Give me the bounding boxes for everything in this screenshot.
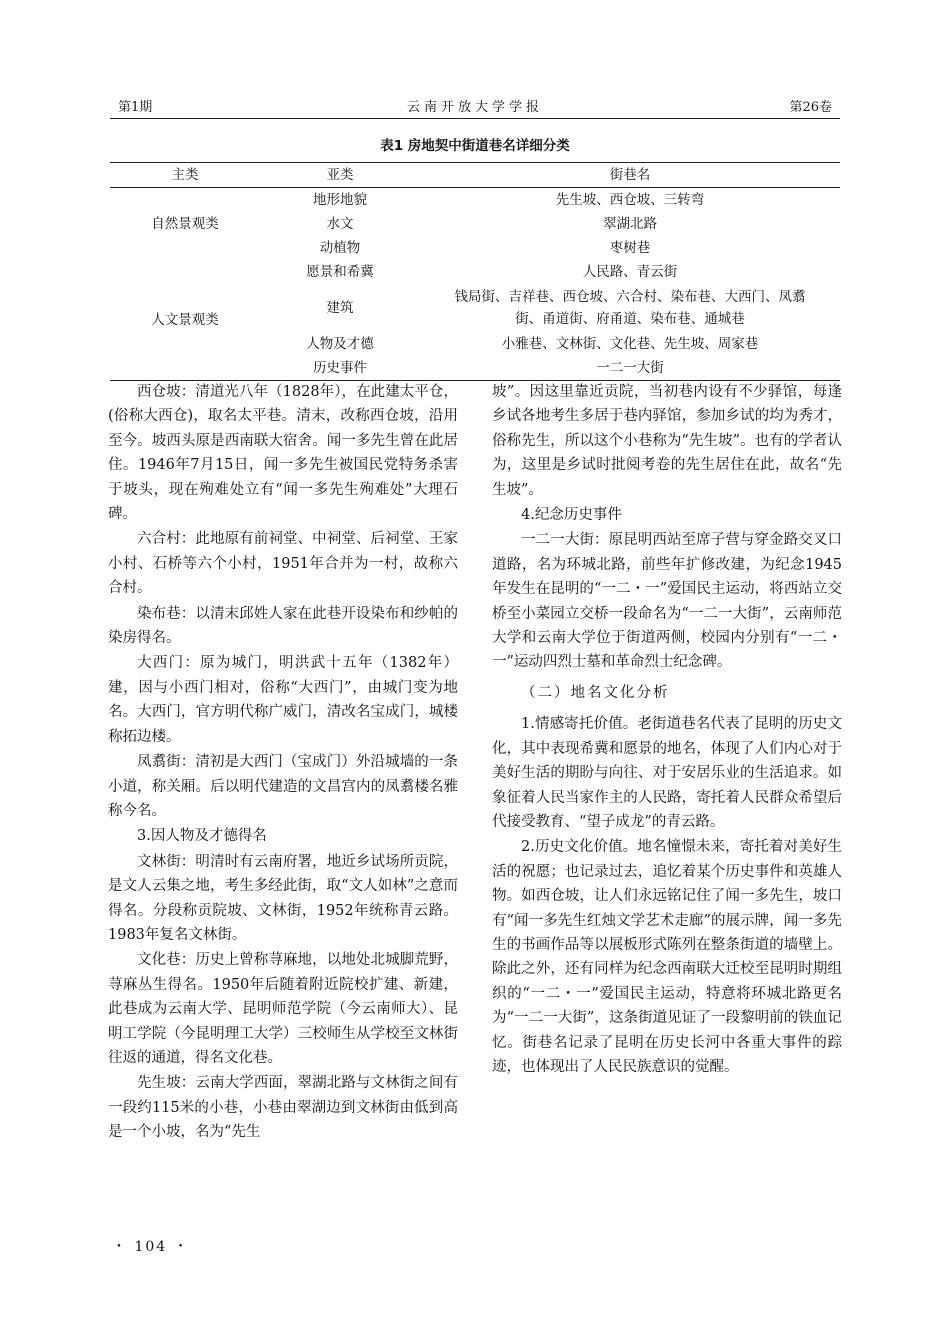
table-caption: 表1 房地契中街道巷名详细分类 xyxy=(380,138,570,154)
subcategory: 历史事件 xyxy=(313,360,367,376)
header-issue: 第1期 xyxy=(118,100,153,115)
paragraph-continuation: 坡”。因这里靠近贡院，当初巷内设有不少驿馆，每逢乡试各地考生多居于巷内驿馆，参加乡试的均为秀才，俗称先生，所以这个小巷称为“先生坡”。也有的学者认为，这里是乡试时批阅考卷的先生居住在此，故名“先生坡”。 xyxy=(492,384,842,498)
paragraph-xicangpo: 西仓坡：清道光八年（1828年），在此建太平仓，(俗称大西仓)，取名太平巷。清末，改称西仓坡，沿用至今。坡西头原是西南联大宿舍。闻一多先生曾在此居住。1946年7月15日，闻一多先生被国民党特务杀害于坡头，现在殉难处立有“闻一多先生殉难处”大理石碑。 xyxy=(108,384,458,523)
col-header-main: 主类 xyxy=(110,163,260,188)
main-category-cultural: 人文景观类 xyxy=(151,312,219,328)
paragraph-yieryi: 一二一大街：原昆明西站至席子营与穿金路交叉口道路，名为环城北路，前些年扩修改建，为纪念1945年发生在昆明的“一二・一”爱国民主运动，将西站立交桥至小菜园立交桥一段命名为“一二一大街”，云南师范大学和云南大学位于街道两侧，校园内分别有“一二・一”运动四烈士墓和革命烈士纪念碑。 xyxy=(492,532,842,671)
street-names: 枣树巷 xyxy=(609,240,651,256)
left-text-column xyxy=(108,380,458,1146)
paragraph-daximen: 大西门：原为城门，明洪武十五年（1382年）建，因与小西门相对，俗称“大西门”，由城门变为地名。大西门，官方明代称广威门，清改名宝成门，城楼称拓边楼。 xyxy=(108,655,458,745)
header-volume: 第26卷 xyxy=(789,100,832,115)
subcategory: 建筑 xyxy=(326,300,354,316)
street-names: 人民路、青云街 xyxy=(582,264,678,280)
paragraph-fengzhujie: 凤翥街：清初是大西门（宝成门）外沿城墙的一条小道，称关厢。后以明代建造的文昌宫内的凤翥楼名雅称今名。 xyxy=(108,754,458,819)
header-rule xyxy=(110,118,840,119)
paragraph-emotional-value: 1.情感寄托价值。老街道巷名代表了昆明的历史文化，其中表现希冀和愿景的地名，体现了人们内心对于美好生活的期盼与向往、对于安居乐业的生活追求。如象征着人民当家作主的人民路，寄托着人民群众希望后代接受教育、“望子成龙”的青云路。 xyxy=(492,716,842,830)
paragraph-xianshengpo: 先生坡：云南大学西面，翠湖北路与文林街之间有一段约115米的小巷，小巷由翠湖边到文林街由低到高是一个小坡，名为“先生 xyxy=(108,1075,458,1141)
table-header-row xyxy=(110,163,840,188)
paragraph-historical-value: 2.历史文化价值。地名憧憬未来，寄托着对美好生活的祝愿；也记录过去，追忆着某个历史事件和英雄人物。如西仓坡，让人们永远铭记住了闻一多先生，坡口有“闻一多先生红烛文学艺术走廊”的展示牌，闻一多先生的书画作品等以展板形式陈列在整条街道的墙壁上。除此之外，还有同样为纪念西南联大迁校至昆明时期组织的“一二・一”爱国民主运动，特意将环城北路更名为“一二一大街”，这条街道见证了一段黎明前的铁血记忆。街巷名记录了昆明在历史长河中各重大事件的踪迹，也体现出了人民民族意识的觉醒。 xyxy=(492,839,842,1075)
subcategory: 愿景和希冀 xyxy=(306,264,374,280)
paragraph-liuhecun: 六合村：此地原有前祠堂、中祠堂、后祠堂、王家小村、石桥等六个小村，1951年合并为一村，故称六合村。 xyxy=(108,531,458,597)
table-row xyxy=(110,260,840,284)
subcategory: 动植物 xyxy=(319,240,361,256)
page-number: ・ 104 ・ xyxy=(112,1239,190,1255)
subcategory: 人物及才德 xyxy=(306,336,374,352)
right-text-column xyxy=(492,380,842,1080)
paragraph-ranbuxiang: 染布巷：以清末邱姓人家在此巷开设染布和纱帕的染房得名。 xyxy=(108,605,458,647)
main-category-natural: 自然景观类 xyxy=(151,216,219,232)
header-journal-title: 云南开放大学学报 xyxy=(406,100,543,115)
street-classification-table xyxy=(110,162,840,381)
street-names: 钱局街、吉祥巷、西仓坡、六合村、染布巷、大西门、凤翥街、甬道街、府甬道、染布巷、通城巷 xyxy=(454,289,806,327)
subcategory: 地形地貌 xyxy=(313,192,367,208)
table-row xyxy=(110,188,840,213)
paragraph-wenhuaxiang: 文化巷：历史上曾称荨麻地，以地处北城脚荒野，荨麻丛生得名。1950年后随着附近院校扩建、新建，此巷成为云南大学、昆明师范学院（今云南师大）、昆明工学院（今昆明理工大学）三校师生从学校至文林街往返的通道，得名文化巷。 xyxy=(108,952,458,1066)
subheading-people: 3.因人物及才德得名 xyxy=(137,828,267,845)
street-names: 先生坡、西仓坡、三转弯 xyxy=(555,192,705,208)
street-names: 翠湖北路 xyxy=(603,216,657,232)
paragraph-wenlinjie: 文林街：明清时有云南府署，地近乡试场所贡院，是文人云集之地，考生多经此街，取“文人如林”之意而得名。分段称贡院坡、文林街，1952年统称青云路。1983年复名文林街。 xyxy=(108,853,458,943)
section-heading-analysis: （二）地名文化分析 xyxy=(521,684,670,701)
street-names: 一二一大街 xyxy=(596,360,664,376)
col-header-sub: 亚类 xyxy=(260,163,420,188)
col-header-names: 街巷名 xyxy=(420,163,840,188)
street-names: 小雅巷、文林街、文化巷、先生坡、周家巷 xyxy=(501,336,759,352)
subheading-events: 4.纪念历史事件 xyxy=(521,507,622,524)
subcategory: 水文 xyxy=(326,216,354,232)
